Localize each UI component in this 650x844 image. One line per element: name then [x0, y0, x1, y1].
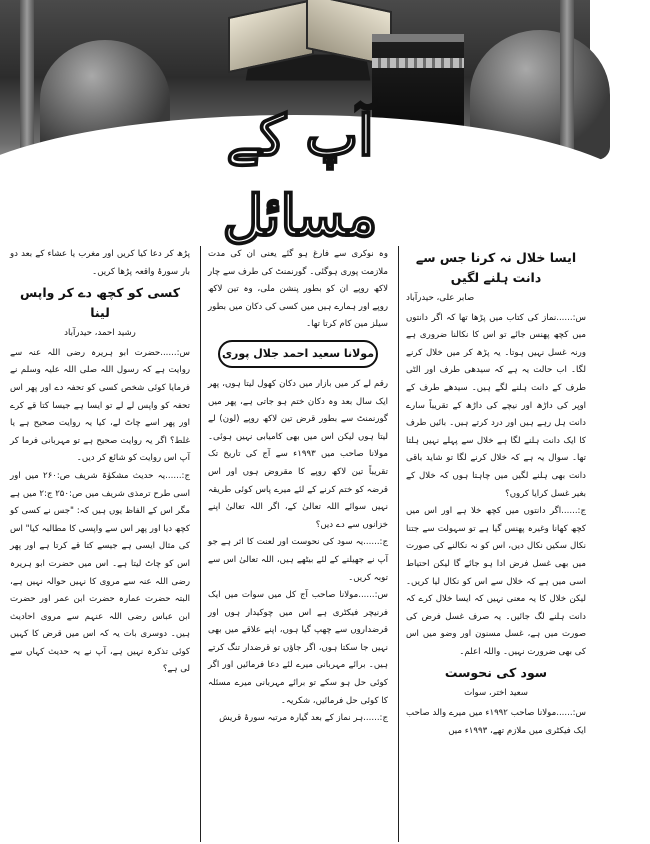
author-badge: مولانا سعید احمد جلال پوری: [218, 340, 378, 368]
answer-text: ج:......یہ حدیث مشکوٰۃ شریف ص:۲۶۰ میں اور اسی طرح ترمذی شریف میں ص:۲۵۰ ج:۲ میں ہے مگر اس کے الفاظ یوں ہیں کہ: "جس نے کسی کو کچھ دیا اور پھر اس سے واپسی کا مطالبہ کیا" اس کی مثال ایسی ہے جیسے کتا قے کرتا ہے اور پھر اس کو چاٹ لیتا ہے۔ اس میں حضرت ابو ہریرہ رضی اللہ عنہ سے مروی کا نہیں حوالہ نہیں ہے، البتہ حضرت عمارہ حضرت ابن عمر اور حضرت ابن عباس رضی اللہ عنہم سے مروی احادیث ہیں۔ دوسری بات یہ کہ اس میں قرض کا کہیں کوئی تذکرہ نہیں ہے، آپ نے یہ حدیث کہاں سے لی ہے؟: [10, 470, 190, 675]
header-banner: [0, 0, 590, 249]
column-left: [10, 246, 190, 842]
article-byline: رشید احمد، حیدرآباد: [64, 328, 136, 339]
answer-text: ج:......یہ سود کی نحوست اور لعنت کا اثر ہے جو آپ نے جھیلنے کے لئے بیٹھے ہیں، اللہ تعالیٰ اس سے توبہ کریں۔: [208, 537, 388, 583]
page-title: آپ کے مسائل: [222, 103, 378, 249]
question-text: رقم لے کر میں بازار میں دکان کھول لیتا ہوں، پھر ایک سال بعد وہ دکان ختم ہو جاتی ہے، پھر میں گورنمنٹ سے بطور قرض تین لاکھ روپے (لون) لے لیتا ہوں لیکن اس میں بھی کامیابی نہیں ہوئی۔ مولانا صاحب میں ۱۹۹۳ء سے آج کی تاریخ تک تقریباً تین لاکھ روپے کا مقروض ہوں اور اس قرضہ کو ختم کرنے کے لئے میرے پاس کوئی طریقہ نہیں سوائے اللہ تعالیٰ کے، اگر اللہ تعالیٰ اپنے خزانوں سے دے دیں؟: [208, 378, 388, 530]
question-text-2: س:......مولانا صاحب ۱۹۹۲ء میں میرے والد صاحب ایک فیکٹری میں ملازم تھے، ۱۹۹۳ء میں: [406, 708, 586, 736]
continued-text: وہ نوکری سے فارغ ہو گئے یعنی ان کی مدت ملازمت پوری ہوگئی۔ گورنمنٹ کی طرف سے چار لاکھ روپے ان کو بطور پنشن ملی، وہ تین لاکھ روپے اور ہمارے ہیں میں کسی کی دکان میں بطور سیلز مین کام کرتا تھا۔: [208, 249, 388, 330]
question-text: س:......حضرت ابو ہریرہ رضی اللہ عنہ سے روایت ہے کہ رسول اللہ صلی اللہ علیہ وسلم نے فرمایا کوئی شخص کسی کو تحفہ دے اور پھر اس تحفہ کو واپس لے لے تو ایسا ہے جیسا کتا قے کرے اور پھر اسے چاٹ لے، کیا یہ روایت صحیح ہے یا غلط؟ اگر یہ روایت صحیح ہے تو مہربانی فرما کر آپ اس روایت کو شائع کر دیں۔: [10, 347, 190, 464]
minaret-left: [20, 0, 34, 150]
article-heading: ایسا خلال نہ کرنا جس سے دانت ہلنے لگیں: [415, 250, 577, 285]
continued-text: پڑھ کر دعا کیا کریں اور مغرب یا عشاء کے بعد دو بار سورۂ واقعہ پڑھا کریں۔: [10, 249, 190, 277]
minaret-right: [560, 0, 574, 150]
column-right: [406, 246, 586, 842]
article-heading: کسی کو کچھ دے کر واپس لینا: [20, 285, 180, 321]
answer-text: ج:......اگر دانتوں میں کچھ خلا ہے اور اس میں کچھ کھانا وغیرہ پھنس گیا ہے تو سہولت سے جتنا نکال سکیں نکال دیں، اس کو نہ نکالنے کی صورت میں بھی غسل فرض ادا ہو جائے گا لیکن احتیاط اسی میں ہے کہ خلال سے اس کو نکال لیا کریں۔ لیکن خلال کا یہ معنی نہیں کہ ایسا خلال کرے کہ دانت ہلنے لگ جائیں۔ یہ صرف غسل فرض کی صورت میں ہے، غسل مسنون اور وضو میں اس کی بھی ضرورت نہیں۔ واللہ اعلم۔: [406, 506, 586, 657]
article-heading-2: سود کی نحوست: [444, 665, 548, 681]
article-byline: صابر علی، حیدرآباد: [406, 293, 475, 303]
article-byline-2: سعید اختر، سوات: [464, 688, 528, 699]
column-middle: [208, 246, 388, 842]
column-divider: [398, 246, 399, 842]
column-divider: [200, 246, 201, 842]
question-text: س:......نماز کی کتاب میں پڑھا تھا کہ اگر دانتوں میں کچھ پھنس جائے تو اس کا نکالنا ضروری ہے ورنہ غسل نہیں ہوتا۔ یہ پڑھ کر میں خلال کرنے لگا۔ اب حالت یہ ہے کہ سیدھی طرف اور الٹی طرف کے دانت ہلنے لگے ہیں۔ سیدھے طرف کے اوپر کی داڑھ اور نیچے کی داڑھ کے تقریباً سارے دانت ہل رہے ہیں اور درد کرتے ہیں۔ بائیں طرف کا ایک دانت ہلنے لگا ہے خلال سے پہلے نہیں ہلتا تھا۔ سوال یہ ہے کہ خلال کرنے لگا تو شاید باقی دانت بھی ہلنے لگیں میں چاہتا ہوں کہ خلال کے بغیر غسل کرایا کروں؟: [406, 312, 586, 499]
answer-text-2: ج:......ہر نماز کے بعد گیارہ مرتبہ سورۂ قریش: [219, 713, 388, 724]
question-text-2: س:......مولانا صاحب آج کل میں سوات میں ایک فرنیچر فیکٹری ہے اس میں چوکیدار ہوں اور قرضداروں سے چھپ گیا ہوں، اپنے علاقے میں بھی نہیں جا سکتا ہوں، اگر جاؤں تو قرضدار تنگ کرتے ہیں۔ برائے مہربانی میرے لئے دعا فرمائیں اور اگر کوئی حل ہو سکے تو برائے مہربانی میرے مسئلہ کا کوئی حل فرمائیں، شکریہ۔: [208, 590, 388, 706]
